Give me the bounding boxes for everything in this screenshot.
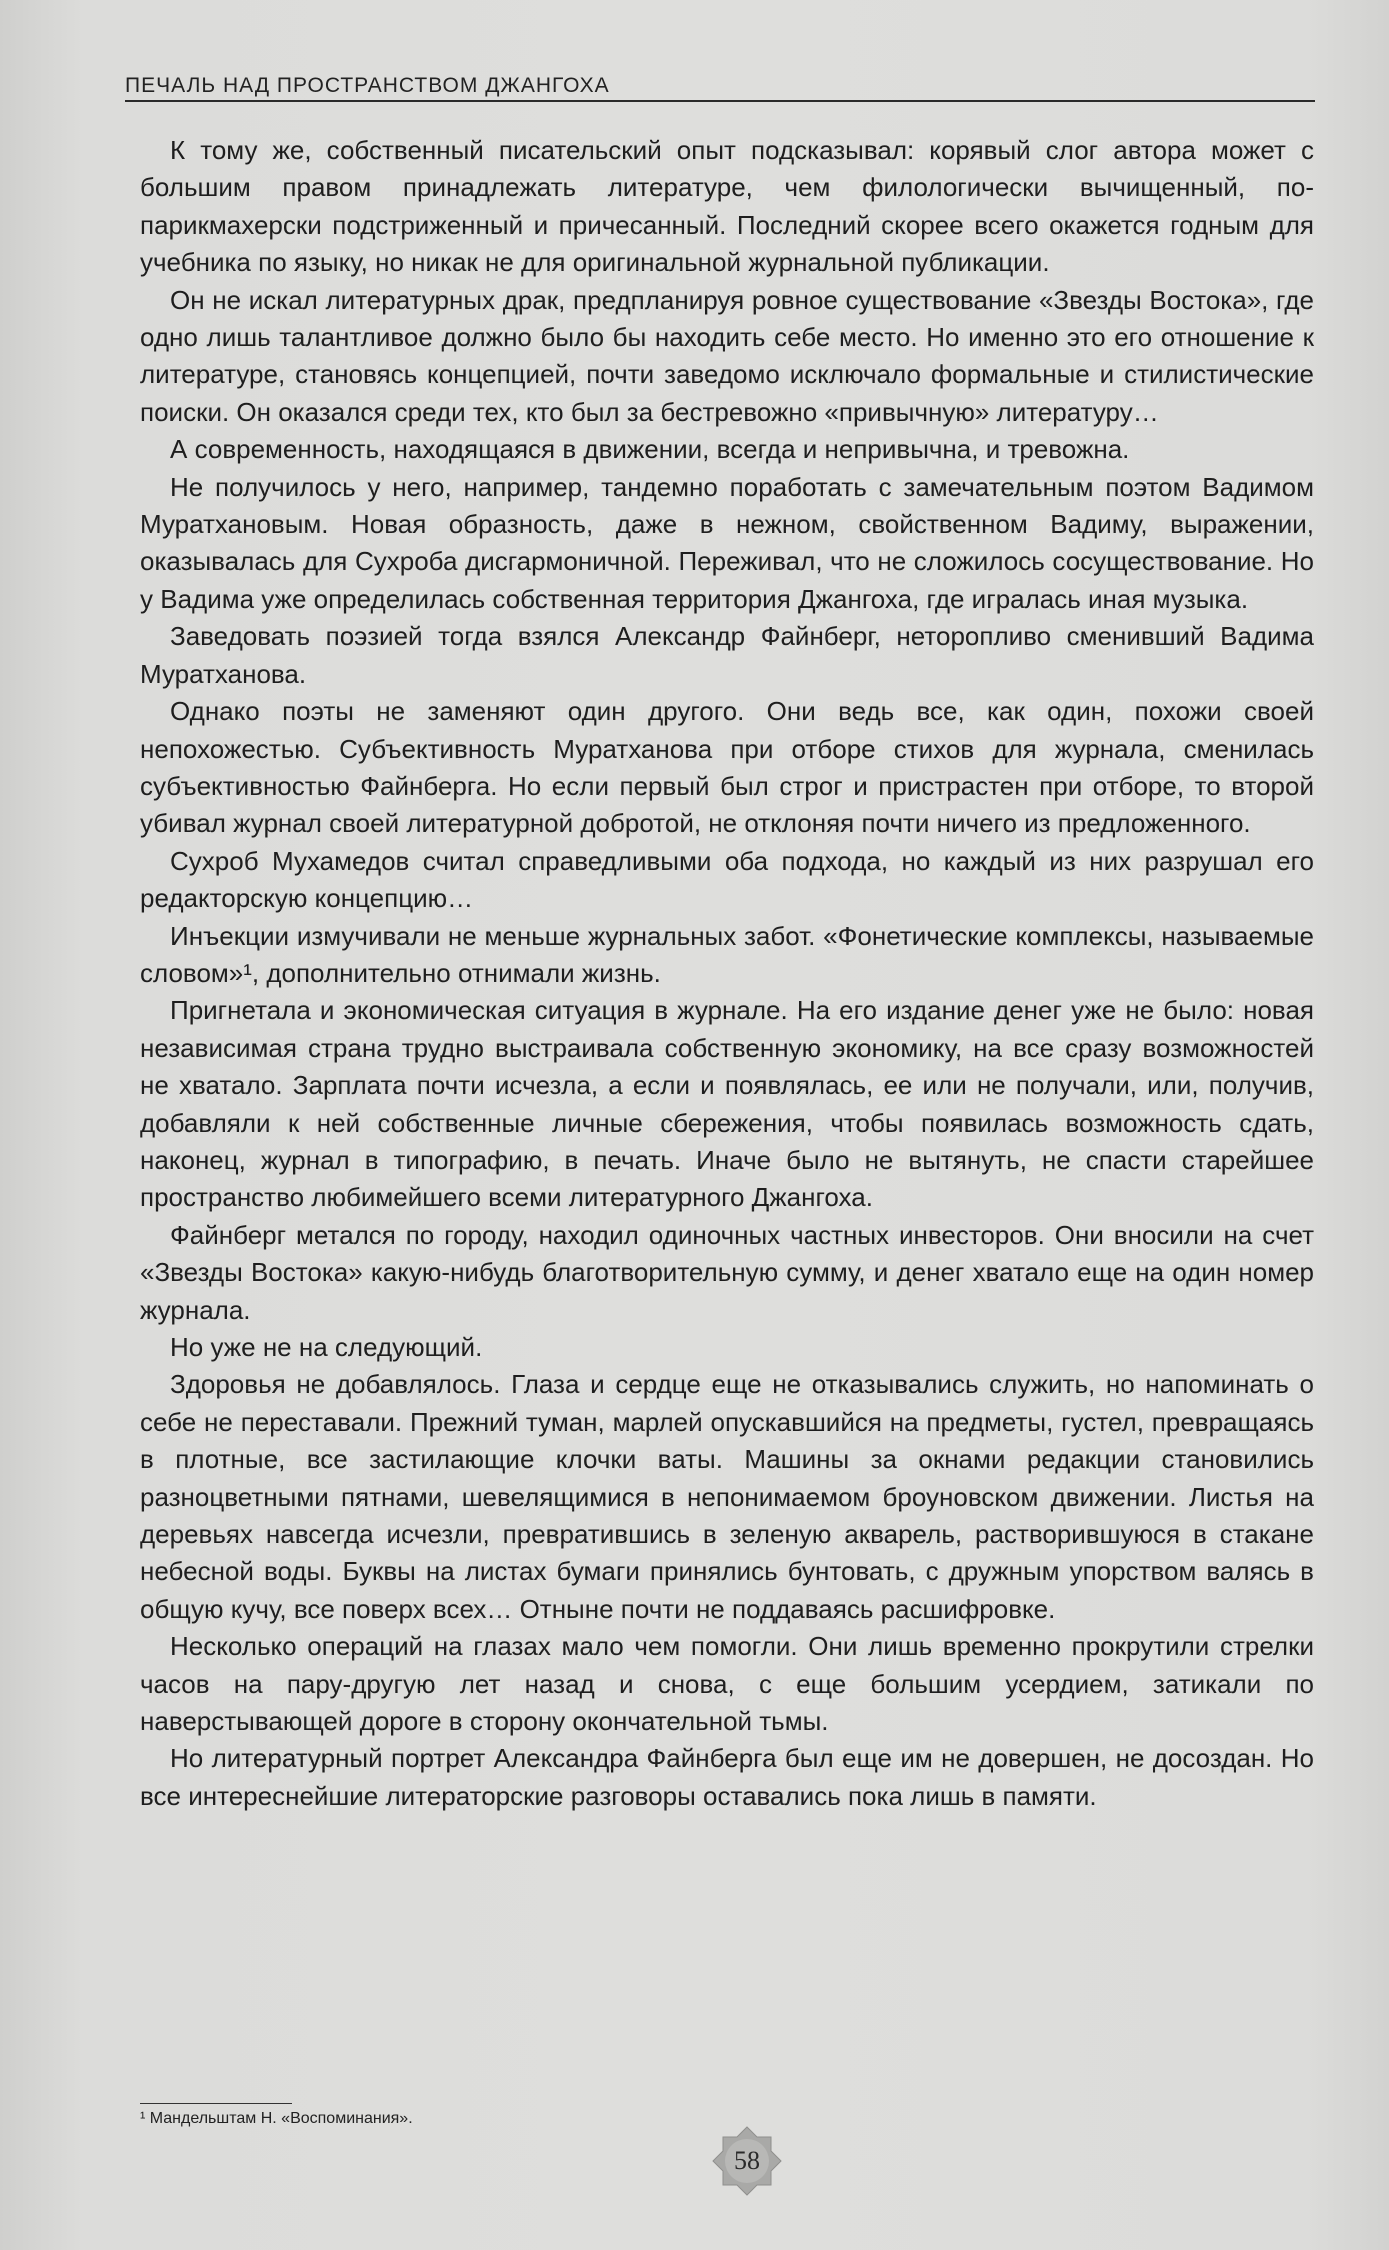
paragraph: Он не искал литературных драк, предпланируя ровное существование «Звезды Востока», где одно лишь талантливое должно было бы находить себе место. Но именно это его отношение к литературе, становясь концепцией, почти заведомо исключало формальные и стилистические поиски. Он оказался среди тех, кто был за бестревожно «привычную» литературу… [140,284,1314,427]
paragraph: Заведовать поэзией тогда взялся Александр Файнберг, неторопливо сменивший Вадима Муратханова. [140,621,1314,689]
body-text [140,132,1314,1815]
page-number-badge [707,2121,787,2201]
paragraph: Несколько операций на глазах мало чем помогли. Они лишь временно прокрутили стрелки часов на пару-другую лет назад и снова, с еще большим усердием, затикали по наверстывающей дороге в сторону окончательной тьмы. [140,1631,1314,1737]
paragraph: А современность, находящаяся в движении, всегда и непривычна, и тревожна. [170,434,1130,465]
paragraph: Файнберг метался по городу, находил одиночных частных инвесторов. Они вносили на счет «Звезды Востока» какую-нибудь благотворительную сумму, и денег хватало еще на один номер журнала. [140,1219,1314,1325]
paragraph: Однако поэты не заменяют один другого. Они ведь все, как один, похожи своей непохожестью. Субъективность Муратханова при отборе стихов для журнала, сменилась субъективностью Файнберга. Но если первый был строг и пристрастен при отборе, то второй убивал журнал своей литературной добротой, не отклоняя почти ничего из предложенного. [140,696,1314,839]
paragraph: Здоровья не добавлялось. Глаза и сердце еще не отказывались служить, но напоминать о себе не переставали. Прежний туман, марлей опускавшийся на предметы, густел, превращаясь в плотные, все застилающие клочки ваты. Машины за окнами редакции становились разноцветными пятнами, шевелящимися в непонимаемом броуновском движении. Листья на деревьях навсегда исчезли, превратившись в зеленую акварель, растворившуюся в стакане небесной воды. Буквы на листах бумаги принялись бунтовать, с дружным упорством валясь в общую кучу, все поверх всех… Отныне почти не поддаваясь расшифровке. [140,1369,1314,1624]
footnote-divider [140,2103,292,2104]
paragraph: Но уже не на следующий. [170,1332,483,1362]
paragraph: Не получилось у него, например, тандемно поработать с замечательным поэтом Вадимом Муратхановым. Новая образность, даже в нежном, свойственном Вадиму, выражении, оказывалась для Сухроба дисгармоничной. Переживал, что не сложилось сосуществование. Но у Вадима уже определилась собственная территория Джангоха, где игралась иная музыка. [140,471,1314,614]
running-head-title: ПЕЧАЛЬ НАД ПРОСТРАНСТВОМ ДЖАНГОХА [125,74,610,97]
paragraph: Пригнетала и экономическая ситуация в журнале. На его издание денег уже не было: новая независимая страна трудно выстраивала собственную экономику, на все сразу возможностей не хватало. Зарплата почти исчезла, а если и появлялась, ее или не получали, или, получив, добавляли к ней собственные личные сбережения, чтобы появилась возможность сдать, наконец, журнал в типографию, в печать. Иначе было не вытянуть, не спасти старейшее пространство любимейшего всеми литературного Джангоха. [140,995,1314,1213]
paragraph: Но литературный портрет Александра Файнберга был еще им не довершен, не досоздан. Но все интереснейшие литераторские разговоры оставались пока лишь в памяти. [140,1743,1314,1811]
paragraph: Сухроб Мухамедов считал справедливыми оба подхода, но каждый из них разрушал его редакторскую концепцию… [140,845,1314,914]
running-head [125,70,1315,102]
paragraph: К тому же, собственный писательский опыт подсказывал: корявый слог автора может с большим правом принадлежать литературе, чем филологически вычищенный, по-парикмахерски подстриженный и причесанный. Последний скорее всего окажется годным для учебника по языку, но никак не для оригинальной журнальной публикации. [140,135,1314,278]
page-number: 58 [734,2146,760,2175]
paragraph: Инъекции измучивали не меньше журнальных забот. «Фонетические комплексы, называемые словом»¹, дополнительно отнимали жизнь. [140,920,1314,988]
footnote: ¹ Мандельштам Н. «Воспоминания». [140,2110,413,2127]
